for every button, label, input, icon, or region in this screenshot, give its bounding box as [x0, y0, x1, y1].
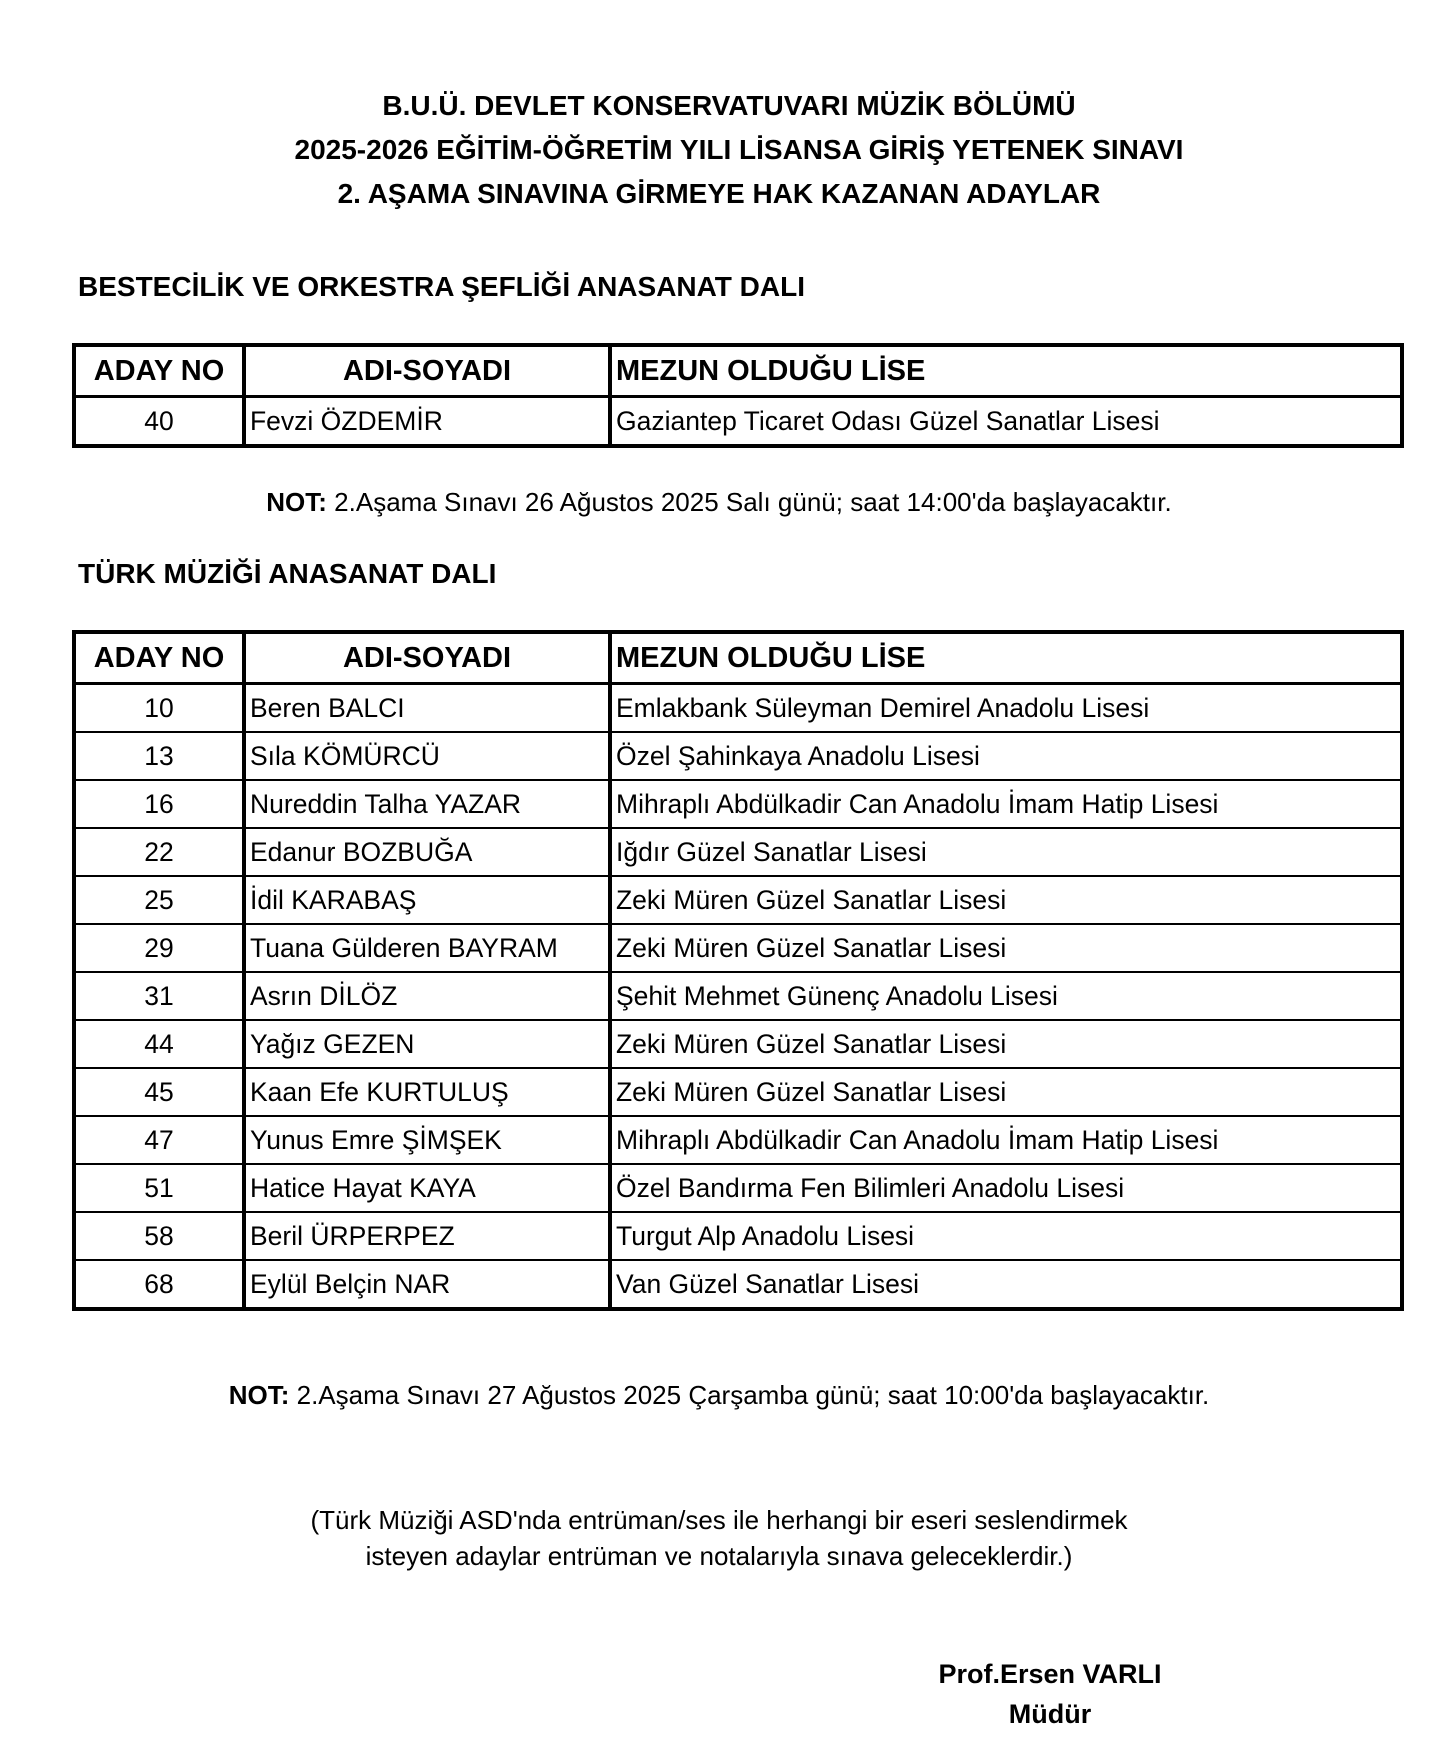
instrument-note	[0, 1502, 1438, 1574]
name-cell: Asrın DİLÖZ	[244, 972, 610, 1020]
aday-no-cell: 10	[74, 684, 244, 733]
table-row	[74, 780, 1402, 828]
signature-name: Prof.Ersen VARLI	[938, 1659, 1162, 1689]
name-cell: Kaan Efe KURTULUŞ	[244, 1068, 610, 1116]
col-adi-soyadi: ADI-SOYADI	[244, 632, 610, 684]
table-row	[74, 732, 1402, 780]
note-label: NOT:	[266, 487, 327, 517]
table-row	[74, 1212, 1402, 1260]
table-row	[74, 828, 1402, 876]
table-row	[74, 684, 1402, 733]
note-text: 2.Aşama Sınavı 26 Ağustos 2025 Salı günü; saat 14:00'da başlayacaktır.	[326, 487, 1172, 517]
table-header-row	[74, 632, 1402, 684]
header-line-2: 2025-2026 EĞİTİM-ÖĞRETİM YILI LİSANSA GİRİŞ YETENEK SINAVI	[294, 134, 1184, 165]
table-row	[74, 1260, 1402, 1309]
name-cell: Nureddin Talha YAZAR	[244, 780, 610, 828]
table-row	[74, 397, 1402, 447]
name-cell: Tuana Gülderen BAYRAM	[244, 924, 610, 972]
name-cell: Edanur BOZBUĞA	[244, 828, 610, 876]
name-cell: İdil KARABAŞ	[244, 876, 610, 924]
table-row	[74, 1164, 1402, 1212]
aday-no-cell: 47	[74, 1116, 244, 1164]
aday-no-cell: 51	[74, 1164, 244, 1212]
table-row	[74, 1116, 1402, 1164]
aday-no-cell: 58	[74, 1212, 244, 1260]
aday-no-cell: 68	[74, 1260, 244, 1309]
name-cell: Eylül Belçin NAR	[244, 1260, 610, 1309]
name-cell: Fevzi ÖZDEMİR	[244, 397, 610, 447]
school-cell: Zeki Müren Güzel Sanatlar Lisesi	[610, 876, 1402, 924]
school-cell: Gaziantep Ticaret Odası Güzel Sanatlar Lisesi	[610, 397, 1402, 447]
school-cell: Mihraplı Abdülkadir Can Anadolu İmam Hatip Lisesi	[610, 780, 1402, 828]
school-cell: Zeki Müren Güzel Sanatlar Lisesi	[610, 1020, 1402, 1068]
table-row	[74, 876, 1402, 924]
aday-no-cell: 25	[74, 876, 244, 924]
signature-title: Müdür	[1008, 1699, 1092, 1729]
section1-title: BESTECİLİK VE ORKESTRA ŞEFLİĞİ ANASANAT DALI	[78, 271, 805, 302]
aday-no-cell: 40	[74, 397, 244, 447]
header-line-1: B.U.Ü. DEVLET KONSERVATUVARI MÜZİK BÖLÜMÜ	[382, 90, 1076, 121]
school-cell: Mihraplı Abdülkadir Can Anadolu İmam Hatip Lisesi	[610, 1116, 1402, 1164]
aday-no-cell: 29	[74, 924, 244, 972]
school-cell: Zeki Müren Güzel Sanatlar Lisesi	[610, 924, 1402, 972]
school-cell: Van Güzel Sanatlar Lisesi	[610, 1260, 1402, 1309]
section1-table	[72, 343, 1404, 448]
section2-table	[72, 630, 1404, 1311]
name-cell: Yunus Emre ŞİMŞEK	[244, 1116, 610, 1164]
col-lise: MEZUN OLDUĞU LİSE	[610, 632, 1402, 684]
table-row	[74, 1068, 1402, 1116]
note-text: 2.Aşama Sınavı 27 Ağustos 2025 Çarşamba günü; saat 10:00'da başlayacaktır.	[289, 1380, 1210, 1410]
col-aday-no: ADAY NO	[74, 345, 244, 397]
note-label: NOT:	[228, 1380, 290, 1410]
aday-no-cell: 13	[74, 732, 244, 780]
table-header-row	[74, 345, 1402, 397]
instrument-note-line-2: isteyen adaylar entrüman ve notalarıyla sınava geleceklerdir.)	[365, 1541, 1073, 1571]
col-adi-soyadi: ADI-SOYADI	[244, 345, 610, 397]
aday-no-cell: 45	[74, 1068, 244, 1116]
table-row	[74, 1020, 1402, 1068]
name-cell: Sıla KÖMÜRCÜ	[244, 732, 610, 780]
school-cell: Zeki Müren Güzel Sanatlar Lisesi	[610, 1068, 1402, 1116]
school-cell: Emlakbank Süleyman Demirel Anadolu Lisesi	[610, 684, 1402, 733]
school-cell: Iğdır Güzel Sanatlar Lisesi	[610, 828, 1402, 876]
aday-no-cell: 22	[74, 828, 244, 876]
school-cell: Özel Bandırma Fen Bilimleri Anadolu Lisesi	[610, 1164, 1402, 1212]
name-cell: Beril ÜRPERPEZ	[244, 1212, 610, 1260]
school-cell: Turgut Alp Anadolu Lisesi	[610, 1212, 1402, 1260]
col-lise: MEZUN OLDUĞU LİSE	[610, 345, 1402, 397]
school-cell: Şehit Mehmet Günenç Anadolu Lisesi	[610, 972, 1402, 1020]
col-aday-no: ADAY NO	[74, 632, 244, 684]
name-cell: Hatice Hayat KAYA	[244, 1164, 610, 1212]
section1-note	[0, 487, 1438, 518]
table-row	[74, 972, 1402, 1020]
document-header	[0, 84, 1438, 216]
aday-no-cell: 44	[74, 1020, 244, 1068]
aday-no-cell: 31	[74, 972, 244, 1020]
header-line-3: 2. AŞAMA SINAVINA GİRMEYE HAK KAZANAN ADAYLAR	[337, 178, 1101, 209]
section2-note	[0, 1380, 1438, 1411]
school-cell: Özel Şahinkaya Anadolu Lisesi	[610, 732, 1402, 780]
section2-title: TÜRK MÜZİĞİ ANASANAT DALI	[78, 558, 497, 589]
name-cell: Yağız GEZEN	[244, 1020, 610, 1068]
table-row	[74, 924, 1402, 972]
aday-no-cell: 16	[74, 780, 244, 828]
name-cell: Beren BALCI	[244, 684, 610, 733]
signature-block	[860, 1654, 1240, 1734]
instrument-note-line-1: (Türk Müziği ASD'nda entrüman/ses ile herhangi bir eseri seslendirmek	[310, 1505, 1128, 1535]
